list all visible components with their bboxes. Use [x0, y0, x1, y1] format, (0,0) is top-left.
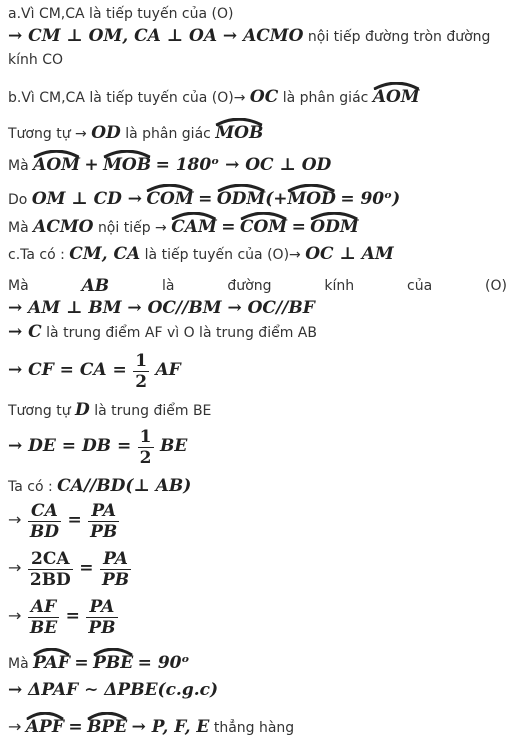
text: là phân giác [125, 126, 211, 142]
angle [87, 712, 127, 737]
line-b3 [8, 150, 507, 176]
math: = [198, 189, 213, 209]
denominator: PB [90, 521, 118, 542]
fraction [28, 501, 61, 542]
denominator: 2BD [29, 569, 71, 590]
text: Mà [8, 656, 29, 672]
angle [171, 212, 217, 237]
angle-label: AOM [33, 155, 80, 175]
angle [103, 150, 151, 175]
fraction [86, 597, 117, 638]
angle-label: AOM [372, 87, 420, 107]
fraction [28, 549, 73, 590]
math: + [84, 155, 99, 175]
denominator: BD [29, 521, 59, 542]
denominator: 2 [139, 447, 152, 468]
fraction [88, 501, 119, 542]
math: OD [91, 123, 121, 143]
angle-label: ODM [216, 189, 266, 209]
math: AB [81, 276, 110, 296]
arc-icon [26, 712, 64, 720]
text: là trung điểm BE [94, 403, 212, 419]
math: = [221, 217, 236, 237]
math: (+ [265, 189, 288, 209]
math: → P, F, E [131, 717, 210, 737]
angle [146, 184, 193, 209]
math: = [65, 606, 80, 626]
angle-label: MOB [215, 123, 264, 143]
fraction [133, 351, 149, 392]
line-c8 [8, 476, 507, 497]
math: → CF = CA = [8, 360, 127, 380]
line-a3 [8, 50, 507, 70]
text: Tương tự [8, 403, 71, 419]
line-c6 [8, 400, 507, 421]
text: Ta có : [8, 479, 53, 495]
arc-icon [240, 212, 287, 220]
text: c.Ta có : [8, 247, 65, 263]
arc-icon [93, 648, 133, 656]
math: D [75, 400, 90, 420]
math: = [67, 510, 82, 530]
arc-icon [287, 184, 335, 192]
math: → CM ⊥ OM, CA ⊥ OA → ACMO [8, 26, 304, 46]
math: = [68, 717, 83, 737]
angle [215, 118, 263, 143]
text: nội tiếp → [97, 220, 167, 236]
line-a2 [8, 26, 507, 47]
numerator: CA [31, 500, 58, 521]
text: là phân giác [282, 90, 369, 106]
text: Mà [8, 278, 29, 294]
text: Mà [8, 220, 29, 236]
math: CM, CA [69, 244, 141, 264]
numerator: 1 [135, 350, 148, 371]
denominator: 2 [135, 371, 148, 392]
line-f1 [8, 498, 507, 543]
math: = 90ᵒ) [340, 189, 401, 209]
text: a.Vì CM,CA là tiếp tuyến của (O) [8, 6, 234, 22]
line-c1 [8, 244, 507, 265]
text: b.Vì CM,CA là tiếp tuyến của (O)→ [8, 90, 246, 106]
text: là [162, 278, 175, 294]
angle [310, 212, 358, 237]
line-f2 [8, 546, 507, 591]
line-b1 [8, 82, 507, 108]
angle-label: PAF [33, 653, 70, 673]
angle-label: COM [146, 189, 194, 209]
math: = 90ᵒ [137, 653, 190, 673]
arrow: → [8, 606, 22, 625]
math: → DE = DB = [8, 436, 132, 456]
arrow: → [8, 717, 22, 736]
math: = [74, 653, 89, 673]
text: kính [324, 278, 355, 294]
angle-label: COM [239, 217, 288, 237]
angle-label: MOB [103, 155, 152, 175]
numerator: 1 [139, 426, 152, 447]
math: BE [159, 436, 188, 456]
arc-icon [171, 212, 217, 220]
angle [26, 712, 64, 737]
angle-label: APF [25, 717, 64, 737]
numerator: PA [89, 596, 115, 617]
denominator: PB [88, 617, 116, 638]
angle-label: ODM [310, 217, 359, 237]
text: của [407, 278, 433, 294]
angle-label: CAM [171, 217, 217, 237]
math: ACMO [33, 217, 94, 237]
angle-label: MOD [287, 189, 336, 209]
fraction [100, 549, 131, 590]
line-b5 [8, 212, 507, 238]
arc-icon [215, 118, 263, 126]
angle [217, 184, 265, 209]
math: = [79, 558, 94, 578]
line-c9 [8, 648, 507, 674]
text: là tiếp tuyến của (O)→ [144, 247, 301, 263]
arc-icon [33, 648, 70, 656]
math: = [291, 217, 306, 237]
line-c2 [8, 276, 507, 296]
arc-icon [33, 150, 80, 158]
arc-icon [146, 184, 193, 192]
line-c3 [8, 298, 507, 319]
text: Do [8, 192, 28, 208]
numerator: PA [91, 500, 117, 521]
line-a1 [8, 4, 507, 24]
numerator: 2CA [31, 548, 70, 569]
math: → C [8, 322, 42, 342]
line-c4 [8, 322, 507, 343]
arc-icon [217, 184, 265, 192]
text: đường [227, 278, 272, 294]
math: → AM ⊥ BM → OC//BM → OC//BF [8, 298, 315, 318]
numerator: PA [103, 548, 128, 569]
line-c10 [8, 680, 507, 701]
line-c11 [8, 712, 507, 738]
numerator: AF [30, 596, 57, 617]
math: OC [249, 87, 279, 107]
text: (O) [485, 278, 507, 294]
line-b2 [8, 118, 507, 144]
arrow: → [8, 510, 22, 529]
math: CA//BD(⊥ AB) [57, 476, 192, 496]
angle-label: PBE [93, 653, 134, 673]
angle [93, 648, 133, 673]
line-c5 [8, 348, 507, 393]
math: → ΔPAF ∼ ΔPBE(c.g.c) [8, 680, 219, 700]
math: OM ⊥ CD → [31, 189, 143, 209]
line-b4 [8, 184, 507, 210]
fraction [138, 427, 154, 468]
math: AF [155, 360, 181, 380]
angle-label: BPE [87, 717, 128, 737]
line-f3 [8, 594, 507, 639]
angle [373, 82, 420, 107]
text: Tương tự → [8, 126, 87, 142]
text: kính CO [8, 52, 63, 68]
line-c7 [8, 424, 507, 469]
arc-icon [310, 212, 358, 220]
arc-icon [87, 712, 127, 720]
denominator: BE [29, 617, 58, 638]
text: nội tiếp đường tròn đường [307, 29, 491, 45]
angle [33, 150, 80, 175]
angle [240, 212, 287, 237]
denominator: PB [101, 569, 130, 590]
math: = 180ᵒ → OC ⊥ OD [155, 155, 332, 175]
arc-icon [373, 82, 420, 90]
angle [287, 184, 335, 209]
arrow: → [8, 558, 22, 577]
text: Mà [8, 158, 29, 174]
arc-icon [103, 150, 151, 158]
text: thẳng hàng [213, 720, 295, 736]
text: là trung điểm AF vì O là trung điểm AB [46, 325, 317, 341]
fraction [28, 597, 59, 638]
angle [33, 648, 70, 673]
math: OC ⊥ AM [305, 244, 394, 264]
